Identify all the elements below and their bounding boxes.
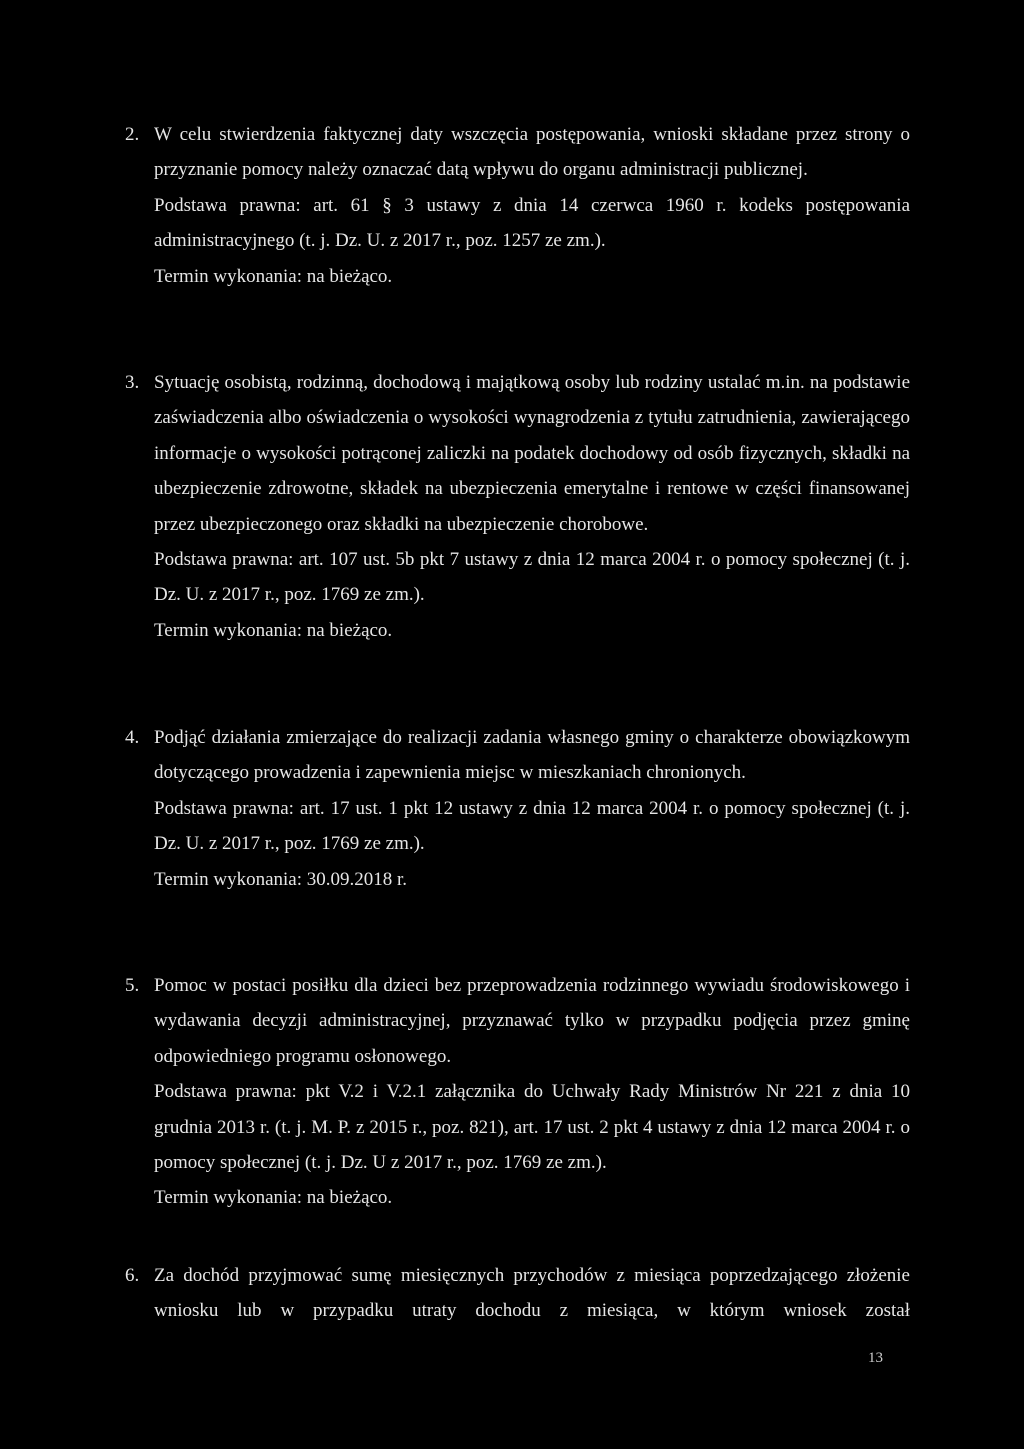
deadline: Termin wykonania: na bieżąco. bbox=[154, 1187, 393, 1209]
item-number: 3. bbox=[125, 372, 140, 393]
item-text: W celu stwierdzenia faktycznej daty wszczęcia postępowania, wnioski składane przez strony o przyznanie pomocy należy oznaczać datą wpływu do organu administracji publicznej. bbox=[154, 124, 910, 181]
list-item-3 bbox=[125, 365, 910, 648]
list-item-4 bbox=[125, 720, 910, 897]
deadline: Termin wykonania: 30.09.2018 r. bbox=[154, 868, 408, 890]
deadline: Termin wykonania: na bieżąco. bbox=[154, 265, 393, 287]
legal-basis: Podstawa prawna: art. 17 ust. 1 pkt 12 ustawy z dnia 12 marca 2004 r. o pomocy społecznej (t. j. Dz. U. z 2017 r., poz. 1769 ze zm.). bbox=[154, 797, 910, 855]
item-text: Pomoc w postaci posiłku dla dzieci bez przeprowadzenia rodzinnego wywiadu środowiskowego i wydawania decyzji administracyjnej, przyznawać tylko w przypadku podjęcia przez gminę odpowiedniego programu osłonowego. bbox=[154, 975, 910, 1067]
list-item-5 bbox=[125, 968, 910, 1216]
item-text: Sytuację osobistą, rodzinną, dochodową i majątkową osoby lub rodziny ustalać m.in. na podstawie zaświadczenia albo oświadczenia o wysokości wynagrodzenia z tytułu zatrudnienia, zawierającego informacje o wysokości potrąconej zaliczki na podatek dochodowy od osób fizycznych, składki na ubezpieczenie zdrowotne, składek na ubezpieczenia emerytalne i rentowe w części finansowanej przez ubezpieczonego oraz składki na ubezpieczenie chorobowe. bbox=[154, 372, 910, 535]
legal-basis: Podstawa prawna: art. 107 ust. 5b pkt 7 ustawy z dnia 12 marca 2004 r. o pomocy społecznej (t. j. Dz. U. z 2017 r., poz. 1769 ze zm.). bbox=[154, 549, 910, 606]
item-number: 2. bbox=[125, 124, 140, 145]
legal-basis: Podstawa prawna: art. 61 § 3 ustawy z dnia 14 czerwca 1960 r. kodeks postępowania administracyjnego (t. j. Dz. U. z 2017 r., poz. 1257 ze zm.). bbox=[154, 194, 910, 252]
item-text: Za dochód przyjmować sumę miesięcznych przychodów z miesiąca poprzedzającego złożenie wniosku lub w przypadku utraty dochodu z miesiąca, w którym wniosek został bbox=[154, 1265, 910, 1322]
legal-basis: Podstawa prawna: pkt V.2 i V.2.1 załącznika do Uchwały Rady Ministrów Nr 221 z dnia 10 grudnia 2013 r. (t. j. M. P. z 2015 r., poz. 821), art. 17 ust. 2 pkt 4 ustawy z dnia 12 marca 2004 r. o pomocy społecznej (t. j. Dz. U z 2017 r., poz. 1769 ze zm.). bbox=[154, 1081, 910, 1174]
item-text: Podjąć działania zmierzające do realizacji zadania własnego gminy o charakterze obowiązkowym dotyczącego prowadzenia i zapewnienia miejsc w mieszkaniach chronionych. bbox=[154, 727, 910, 784]
item-number: 4. bbox=[125, 727, 140, 748]
item-number: 5. bbox=[125, 975, 140, 996]
deadline: Termin wykonania: na bieżąco. bbox=[154, 619, 393, 641]
item-number: 6. bbox=[125, 1265, 140, 1286]
list-item-6 bbox=[125, 1258, 910, 1329]
list-item-2 bbox=[125, 117, 910, 294]
page-number: 13 bbox=[868, 1350, 883, 1366]
